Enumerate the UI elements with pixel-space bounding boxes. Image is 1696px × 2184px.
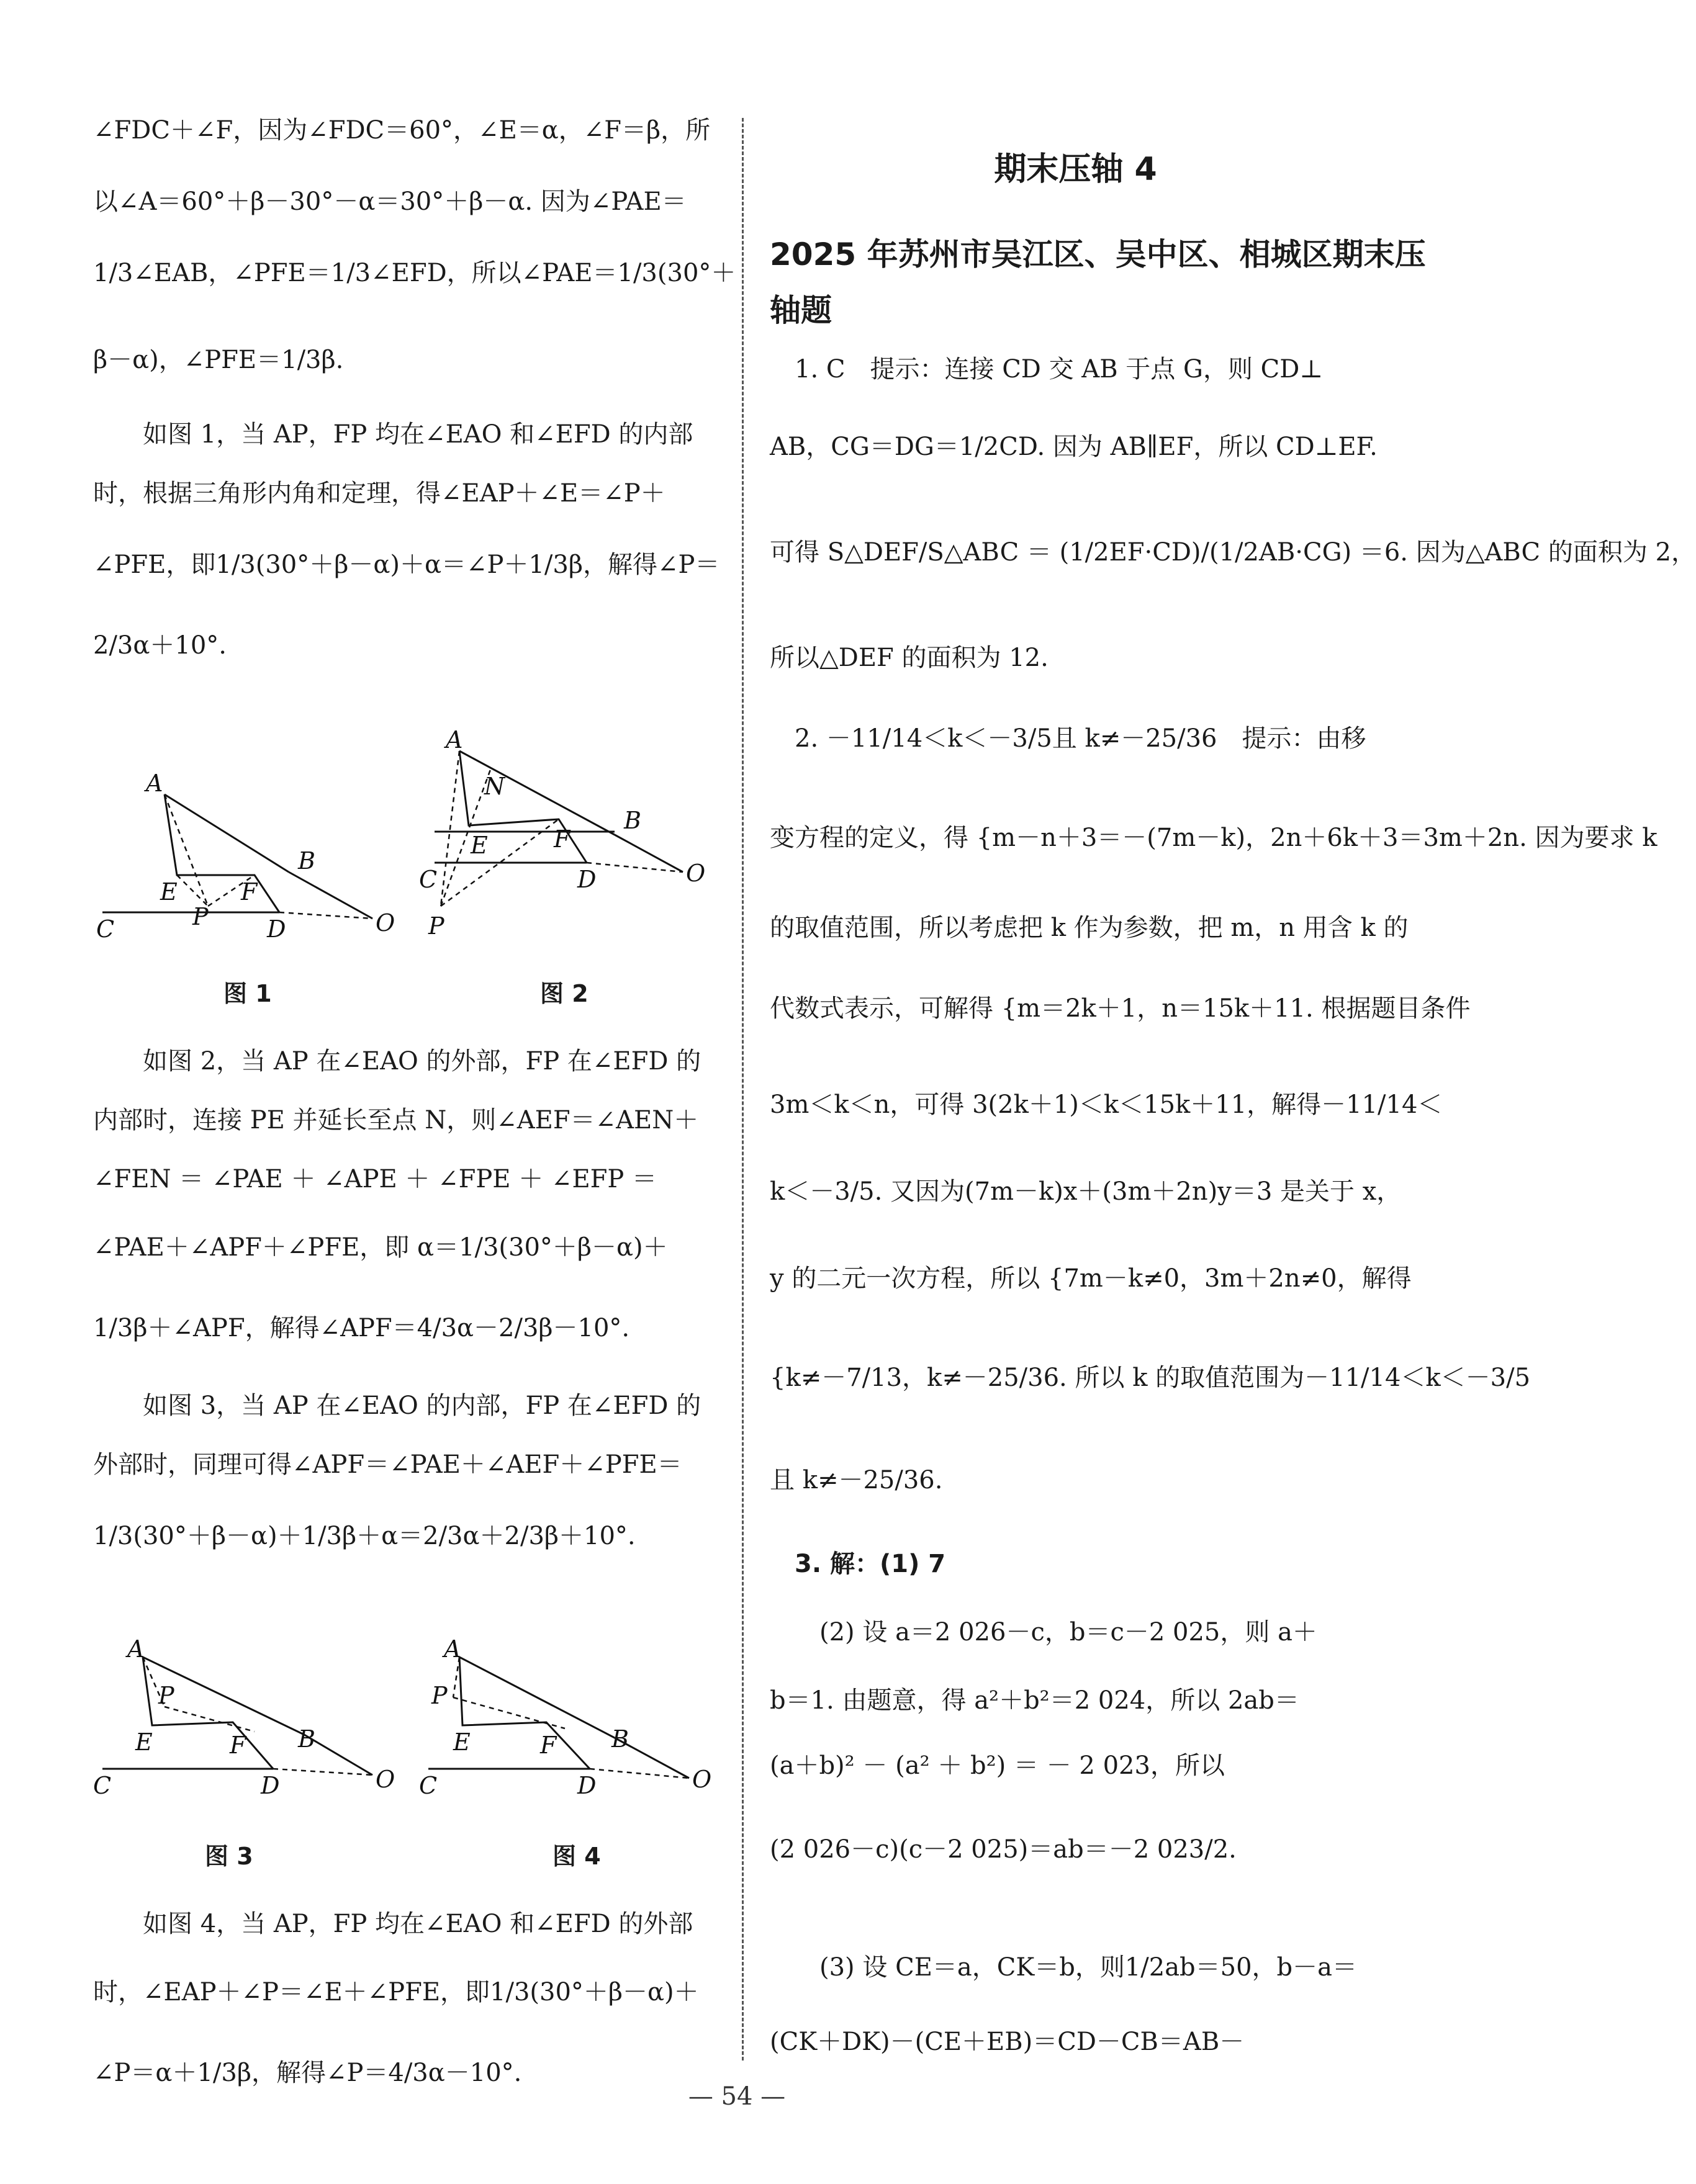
label-f: F bbox=[241, 878, 258, 906]
caption-fig-3: 图 3 bbox=[205, 1843, 253, 1870]
text-line: ∠PFE，即1/3(30°＋β－α)＋α＝∠P＋1/3β，解得∠P＝ bbox=[93, 550, 720, 579]
text-line: {k≠－7/13，k≠－25/36. 所以 k 的取值范围为－11/14＜k＜－3/5 bbox=[770, 1364, 1531, 1392]
caption-fig-1: 图 1 bbox=[223, 980, 272, 1007]
text-line: 外部时，同理可得∠APF＝∠PAE＋∠AEF＋∠PFE＝ bbox=[93, 1450, 682, 1479]
text-line: 1/3β＋∠APF，解得∠APF＝4/3α－2/3β－10°. bbox=[93, 1314, 630, 1342]
text-line: 2. －11/14＜k＜－3/5且 k≠－25/36 提示：由移 bbox=[770, 724, 1366, 753]
text-line: β－α)，∠PFE＝1/3β. bbox=[93, 346, 344, 374]
shape-aefd bbox=[165, 794, 279, 912]
label-c: C bbox=[419, 1772, 438, 1799]
label-p: P bbox=[158, 1682, 174, 1709]
label-a: A bbox=[146, 770, 163, 797]
shape-aefd bbox=[459, 1657, 590, 1769]
text-line: 时，∠EAP＋∠P＝∠E＋∠PFE，即1/3(30°＋β－α)＋ bbox=[93, 1978, 699, 2006]
text-line: 时，根据三角形内角和定理，得∠EAP＋∠E＝∠P＋ bbox=[93, 479, 665, 508]
section-title: 期末压轴 4 bbox=[994, 151, 1157, 188]
label-n: N bbox=[484, 773, 505, 800]
dash-ap bbox=[453, 1657, 459, 1697]
label-c: C bbox=[96, 915, 115, 943]
label-e: E bbox=[135, 1728, 153, 1756]
text-line: ∠P＝α＋1/3β，解得∠P＝4/3α－10°. bbox=[93, 2059, 522, 2087]
text-line: 代数式表示，可解得 {m＝2k＋1，n＝15k＋11. 根据题目条件 bbox=[770, 994, 1471, 1023]
label-o: O bbox=[692, 1766, 712, 1793]
line-bo bbox=[289, 872, 372, 919]
label-p: P bbox=[428, 912, 444, 940]
figure-3 bbox=[93, 1607, 404, 1818]
text-line: 3m＜k＜n，可得 3(2k＋1)＜k＜15k＋11，解得－11/14＜ bbox=[770, 1090, 1443, 1119]
text-line: k＜－3/5. 又因为(7m－k)x＋(3m＋2n)y＝3 是关于 x， bbox=[770, 1177, 1402, 1206]
label-o: O bbox=[376, 909, 395, 937]
shape-aefd bbox=[143, 1657, 273, 1769]
label-f: F bbox=[540, 1732, 557, 1759]
text-line: 如图 3，当 AP 在∠EAO 的内部，FP 在∠EFD 的 bbox=[93, 1391, 701, 1420]
page-number: — 54 — bbox=[688, 2082, 786, 2111]
text-line: 以∠A＝60°＋β－30°－α＝30°＋β－α. 因为∠PAE＝ bbox=[93, 187, 687, 216]
label-b: B bbox=[298, 847, 315, 874]
text-line: 变方程的定义，得 {m－n＋3＝－(7m－k)，2n＋6k＋3＝3m＋2n. 因为要求 k bbox=[770, 824, 1658, 852]
text-line: (CK＋DK)－(CE＋EB)＝CD－CB＝AB－ bbox=[770, 2028, 1245, 2056]
label-a: A bbox=[127, 1635, 145, 1663]
label-b: B bbox=[624, 807, 641, 834]
text-line: 2/3α＋10°. bbox=[93, 631, 227, 660]
line-ab bbox=[459, 1657, 615, 1738]
label-a: A bbox=[444, 1635, 461, 1663]
exam-heading: 2025 年苏州市吴江区、吴中区、相城区期末压 bbox=[770, 236, 1426, 272]
label-d: D bbox=[577, 1772, 597, 1799]
label-c: C bbox=[93, 1772, 112, 1799]
text-line: 3. 解：(1) 7 bbox=[770, 1550, 946, 1578]
text-line: 1/3∠EAB，∠PFE＝1/3∠EFD，所以∠PAE＝1/3(30°＋ bbox=[93, 259, 736, 287]
text-line: 的取值范围，所以考虑把 k 作为参数，把 m，n 用含 k 的 bbox=[770, 914, 1409, 942]
figure-1 bbox=[93, 726, 404, 943]
dash-do bbox=[273, 1769, 372, 1775]
label-d: D bbox=[261, 1772, 280, 1799]
text-line: b＝1. 由题意，得 a²＋b²＝2 024，所以 2ab＝ bbox=[770, 1686, 1299, 1715]
text-line: 如图 1，当 AP，FP 均在∠EAO 和∠EFD 的内部 bbox=[93, 420, 693, 449]
column-divider bbox=[742, 118, 744, 2060]
text-line: 1. C 提示：连接 CD 交 AB 于点 G，则 CD⊥ bbox=[770, 355, 1323, 384]
dash-do bbox=[279, 912, 372, 919]
text-line: AB，CG＝DG＝1/2CD. 因为 AB∥EF，所以 CD⊥EF. bbox=[770, 433, 1378, 461]
label-c: C bbox=[419, 866, 438, 893]
label-f: F bbox=[554, 825, 571, 853]
text-line: (3) 设 CE＝a，CK＝b，则1/2ab＝50，b－a＝ bbox=[770, 1953, 1358, 1982]
text-line: 且 k≠－25/36. bbox=[770, 1466, 943, 1494]
dash-ap bbox=[441, 751, 459, 906]
caption-fig-2: 图 2 bbox=[540, 980, 589, 1007]
exam-heading: 轴题 bbox=[770, 292, 832, 328]
text-line: 所以△DEF 的面积为 12. bbox=[770, 644, 1049, 672]
label-b: B bbox=[611, 1725, 629, 1753]
line-ad bbox=[165, 794, 279, 912]
figure-2 bbox=[410, 683, 720, 943]
label-o: O bbox=[686, 860, 706, 887]
text-line: 如图 4，当 AP，FP 均在∠EAO 和∠EFD 的外部 bbox=[93, 1910, 693, 1938]
label-a: A bbox=[446, 726, 463, 753]
figure-4 bbox=[416, 1607, 726, 1818]
label-e: E bbox=[453, 1728, 471, 1756]
text-line: (a＋b)² － (a² ＋ b²) ＝ － 2 023，所以 bbox=[770, 1751, 1225, 1780]
label-b: B bbox=[298, 1725, 315, 1753]
text-line: (2 026－c)(c－2 025)＝ab＝－2 023/2. bbox=[770, 1835, 1237, 1864]
text-line: y 的二元一次方程，所以 {7m－k≠0，3m＋2n≠0，解得 bbox=[770, 1264, 1412, 1293]
label-d: D bbox=[267, 915, 286, 943]
text-line: 1/3(30°＋β－α)＋1/3β＋α＝2/3α＋2/3β＋10°. bbox=[93, 1522, 636, 1550]
text-line: 可得 S△DEF/S△ABC ＝ (1/2EF·CD)/(1/2AB·CG) ＝6. 因为△ABC 的面积为 2， bbox=[770, 538, 1696, 567]
line-ab bbox=[459, 751, 615, 835]
label-p: P bbox=[431, 1682, 448, 1709]
line-ab bbox=[165, 794, 289, 872]
text-line: 内部时，连接 PE 并延长至点 N，则∠AEF＝∠AEN＋ bbox=[93, 1106, 699, 1135]
caption-fig-4: 图 4 bbox=[553, 1843, 601, 1870]
text-line: ∠PAE＋∠APF＋∠PFE，即 α＝1/3(30°＋β－α)＋ bbox=[93, 1233, 668, 1262]
label-f: F bbox=[230, 1732, 246, 1759]
dash-ep bbox=[177, 875, 208, 906]
text-line: 如图 2，当 AP 在∠EAO 的外部，FP 在∠EFD 的 bbox=[93, 1047, 701, 1076]
text-line: ∠FEN ＝ ∠PAE ＋ ∠APE ＋ ∠FPE ＋ ∠EFP ＝ bbox=[93, 1165, 657, 1193]
label-e: E bbox=[160, 878, 178, 906]
dash-fp bbox=[165, 1707, 255, 1732]
text-line: ∠FDC＋∠F，因为∠FDC＝60°，∠E＝α，∠F＝β，所 bbox=[93, 116, 711, 145]
label-d: D bbox=[577, 866, 597, 893]
label-o: O bbox=[376, 1766, 395, 1793]
label-e: E bbox=[471, 832, 488, 859]
label-p: P bbox=[192, 903, 209, 930]
text-line: (2) 设 a＝2 026－c，b＝c－2 025，则 a＋ bbox=[770, 1618, 1317, 1647]
